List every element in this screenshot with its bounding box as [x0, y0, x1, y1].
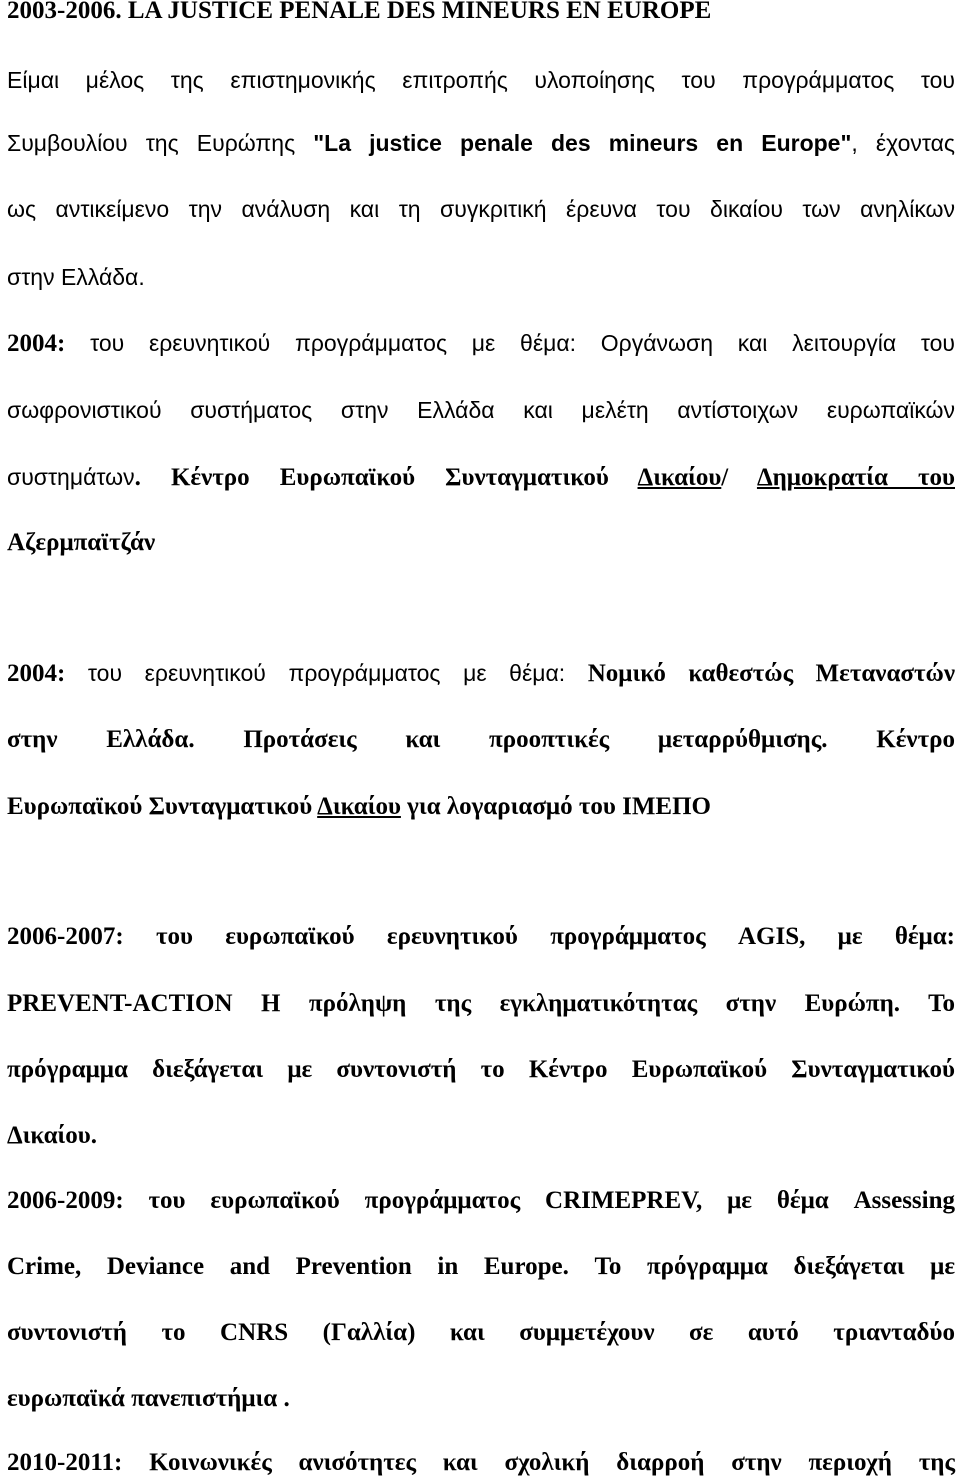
paragraph-line [7, 920, 955, 954]
paragraph-line [7, 1184, 955, 1218]
paragraph-line [7, 63, 955, 98]
text-run: / [721, 464, 757, 491]
paragraph-line [7, 126, 955, 161]
paragraph-line [7, 192, 955, 227]
text-run: συστημάτων [7, 464, 135, 490]
paragraph-line [7, 326, 955, 361]
text-run: Δημοκρατία του [756, 464, 955, 491]
paragraph-line [7, 723, 955, 757]
text-run: 2006-2009: του ευρωπαϊκού προγράμματος CRIMEPREV, με θέμα Assessing [7, 1187, 955, 1214]
paragraph-line [7, 987, 955, 1021]
text-run: πρόγραμμα διεξάγεται με συντονιστή το Κέντρο Ευρωπαϊκού Συνταγματικού [7, 1056, 955, 1083]
text-run: 2004: [7, 660, 66, 687]
text-run: . Κέντρο Ευρωπαϊκού Συνταγματικού [134, 464, 638, 491]
paragraph-line [7, 790, 955, 824]
text-run: για λογαριασμό του ΙΜΕΠΟ [400, 793, 711, 820]
paragraph-line [7, 1053, 955, 1087]
text-run: 2010-2011: Κοινωνικές ανισότητες και σχολική διαρροή στην περιοχή της [7, 1449, 955, 1476]
text-run: Δικαίου [637, 464, 722, 491]
paragraph-line [7, 260, 955, 295]
text-run: 2006-2007: του ευρωπαϊκού ερευνητικού προγράμματος AGIS, με θέμα: [7, 923, 956, 950]
text-run: Δικαίου. [7, 1122, 98, 1149]
paragraph-line [7, 393, 955, 428]
text-run: Αζερμπαϊτζάν [7, 529, 156, 556]
text-run: 2004: [7, 330, 66, 357]
text-run: ευρωπαϊκά πανεπιστήμια . [7, 1385, 290, 1412]
paragraph-line [7, 1250, 955, 1284]
text-run: "La justice penale des mineurs en Europe" [313, 130, 852, 156]
text-run: Νομικό καθεστώς Μεταναστών [587, 660, 955, 687]
text-run: Είμαι μέλος της επιστημονικής επιτροπής υλοποίησης του προγράμματος του [7, 67, 955, 93]
text-run: Συμβουλίου της Ευρώπης [7, 130, 314, 156]
paragraph-line [7, 460, 955, 495]
text-run: του ερευνητικού προγράμματος με θέμα: [65, 660, 588, 686]
paragraph-line [7, 1382, 955, 1416]
paragraph-line [7, 1119, 955, 1153]
text-run: συντονιστή το CNRS (Γαλλία) και συμμετέχουν σε αυτό τριανταδύο [7, 1319, 955, 1346]
text-run: Crime, Deviance and Prevention in Europe. Το πρόγραμμα διεξάγεται με [7, 1253, 955, 1280]
text-run: , έχοντας [851, 130, 955, 156]
text-run: ως αντικείμενο την ανάλυση και τη συγκριτική έρευνα του δικαίου των ανηλίκων [7, 196, 955, 222]
text-run: σωφρονιστικού συστήματος στην Ελλάδα και μελέτη αντίστοιχων ευρωπαϊκών [7, 397, 955, 423]
heading-2003-2006 [7, 0, 955, 28]
text-run: Δικαίου [317, 793, 401, 820]
text-run: 2003-2006. LA JUSTICE PENALE DES MINEURS EN EUROPE [7, 0, 712, 24]
paragraph-line [7, 1316, 955, 1350]
paragraph-line [7, 1446, 955, 1480]
text-run: του ερευνητικού προγράμματος με θέμα: Οργάνωση και λειτουργία του [65, 330, 955, 356]
text-run: στην Ελλάδα. Προτάσεις και προοπτικές μεταρρύθμισης. Κέντρο [7, 726, 955, 753]
text-run: Ευρωπαϊκού Συνταγματικού [7, 793, 318, 820]
paragraph-line [7, 656, 955, 691]
paragraph-line [7, 526, 955, 560]
text-run: στην Ελλάδα. [7, 264, 145, 290]
text-run: PREVENT-ACTION Η πρόληψη της εγκληματικότητας στην Ευρώπη. Το [7, 990, 955, 1017]
